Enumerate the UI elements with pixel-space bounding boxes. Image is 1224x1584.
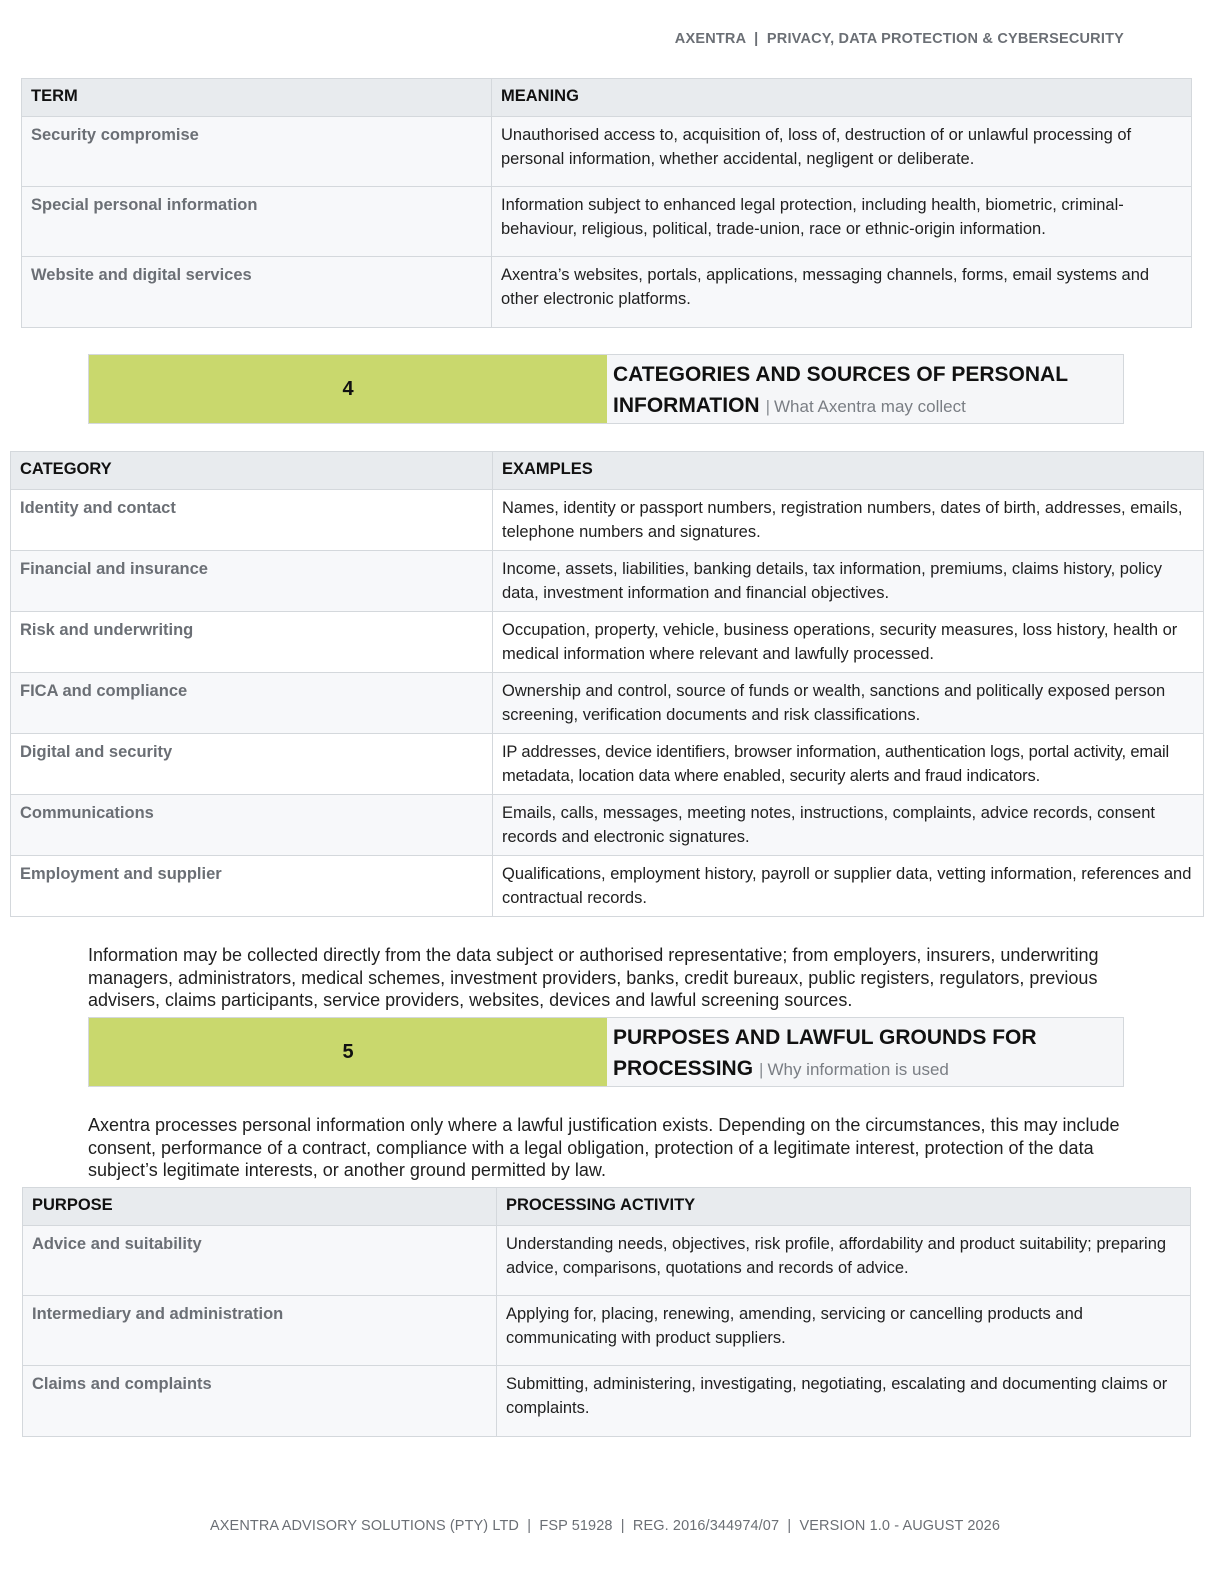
category-cell: Digital and security — [11, 734, 493, 795]
table-row — [11, 551, 1204, 612]
terms-table — [21, 78, 1192, 328]
purpose-cell: Claims and complaints — [23, 1366, 497, 1437]
category-cell: Communications — [11, 795, 493, 856]
categories-table — [10, 451, 1204, 917]
activity-cell: Understanding needs, objectives, risk profile, affordability and product suitability; preparing advice, comparisons, quotations and records of advice. — [497, 1226, 1191, 1296]
category-cell: Employment and supplier — [11, 856, 493, 917]
lawful-grounds-paragraph: Axentra processes personal information only where a lawful justification exists. Depending on the circumstances, this may include consent, performance of a contract, compliance with a legal obligation, protection of a legitimate interest, protection of the data subject’s legitimate interests, or another ground permitted by law. — [88, 1115, 1120, 1180]
section-number: 5 — [89, 1018, 607, 1086]
category-cell: Identity and contact — [11, 490, 493, 551]
table-row — [23, 1366, 1191, 1437]
term-cell: Website and digital services — [22, 257, 492, 328]
section-title: PURPOSES AND LAWFUL GROUNDS FOR PROCESSING — [613, 1026, 1037, 1080]
table-row — [23, 1226, 1191, 1296]
section-subtitle: Why information is used — [767, 1060, 949, 1079]
table-row — [11, 795, 1204, 856]
examples-cell: Names, identity or passport numbers, registration numbers, dates of birth, addresses, emails, telephone numbers and signatures. — [493, 490, 1204, 551]
running-header: AXENTRA | PRIVACY, DATA PROTECTION & CYBERSECURITY — [674, 31, 1124, 47]
table-row — [22, 187, 1192, 257]
table-row — [11, 673, 1204, 734]
column-header-meaning: MEANING — [492, 79, 1192, 117]
table-row — [11, 856, 1204, 917]
table-row — [11, 734, 1204, 795]
title-separator: | — [759, 1060, 764, 1079]
section-subtitle: What Axentra may collect — [774, 397, 966, 416]
examples-cell: Emails, calls, messages, meeting notes, instructions, complaints, advice records, consent records and electronic signatures. — [493, 795, 1204, 856]
purpose-cell: Advice and suitability — [23, 1226, 497, 1296]
meaning-cell: Axentra’s websites, portals, applications, messaging channels, forms, email systems and other electronic platforms. — [492, 257, 1192, 328]
category-cell: FICA and compliance — [11, 673, 493, 734]
examples-cell: Occupation, property, vehicle, business operations, security measures, loss history, health or medical information where relevant and lawfully processed. — [493, 612, 1204, 673]
examples-cell: IP addresses, device identifiers, browser information, authentication logs, portal activity, email metadata, location data where enabled, security alerts and fraud indicators. — [493, 734, 1204, 795]
sources-paragraph: Information may be collected directly from the data subject or authorised representative; from employers, insurers, underwriting managers, administrators, medical schemes, investment providers, banks, credit bureaux, public registers, regulators, previous advisers, claims participants, service providers, websites, devices and lawful screening sources. — [88, 945, 1099, 1010]
page-footer: AXENTRA ADVISORY SOLUTIONS (PTY) LTD | FSP 51928 | REG. 2016/344974/07 | VERSION 1.0 - AUGUST 2026 — [210, 1518, 1000, 1534]
examples-cell: Income, assets, liabilities, banking details, tax information, premiums, claims history, policy data, investment information and financial objectives. — [493, 551, 1204, 612]
purpose-cell: Intermediary and administration — [23, 1296, 497, 1366]
category-cell: Financial and insurance — [11, 551, 493, 612]
examples-cell: Qualifications, employment history, payroll or supplier data, vetting information, references and contractual records. — [493, 856, 1204, 917]
table-row — [23, 1296, 1191, 1366]
section-number: 4 — [89, 355, 607, 423]
section-4-banner — [88, 354, 1124, 424]
table-row — [22, 257, 1192, 328]
section-5-banner — [88, 1017, 1124, 1087]
activity-cell: Applying for, placing, renewing, amending, servicing or cancelling products and communicating with product suppliers. — [497, 1296, 1191, 1366]
column-header-term: TERM — [22, 79, 492, 117]
purposes-table — [22, 1187, 1191, 1437]
category-cell: Risk and underwriting — [11, 612, 493, 673]
meaning-cell: Information subject to enhanced legal protection, including health, biometric, criminal-behaviour, religious, political, trade-union, race or ethnic-origin information. — [492, 187, 1192, 257]
meaning-cell: Unauthorised access to, acquisition of, loss of, destruction of or unlawful processing of personal information, whether accidental, negligent or deliberate. — [492, 117, 1192, 187]
table-row — [11, 490, 1204, 551]
activity-cell: Submitting, administering, investigating, negotiating, escalating and documenting claims or complaints. — [497, 1366, 1191, 1437]
examples-cell: Ownership and control, source of funds or wealth, sanctions and politically exposed person screening, verification documents and risk classifications. — [493, 673, 1204, 734]
section-title-box — [607, 1018, 1123, 1086]
term-cell: Security compromise — [22, 117, 492, 187]
column-header-category: CATEGORY — [11, 452, 493, 490]
column-header-purpose: PURPOSE — [23, 1188, 497, 1226]
term-cell: Special personal information — [22, 187, 492, 257]
table-row — [11, 612, 1204, 673]
section-title-box — [607, 355, 1123, 423]
title-separator: | — [765, 397, 771, 416]
section-title: CATEGORIES AND SOURCES OF PERSONAL INFORMATION — [613, 363, 1068, 417]
column-header-processing-activity: PROCESSING ACTIVITY — [497, 1188, 1191, 1226]
table-row — [22, 117, 1192, 187]
column-header-examples: EXAMPLES — [493, 452, 1204, 490]
